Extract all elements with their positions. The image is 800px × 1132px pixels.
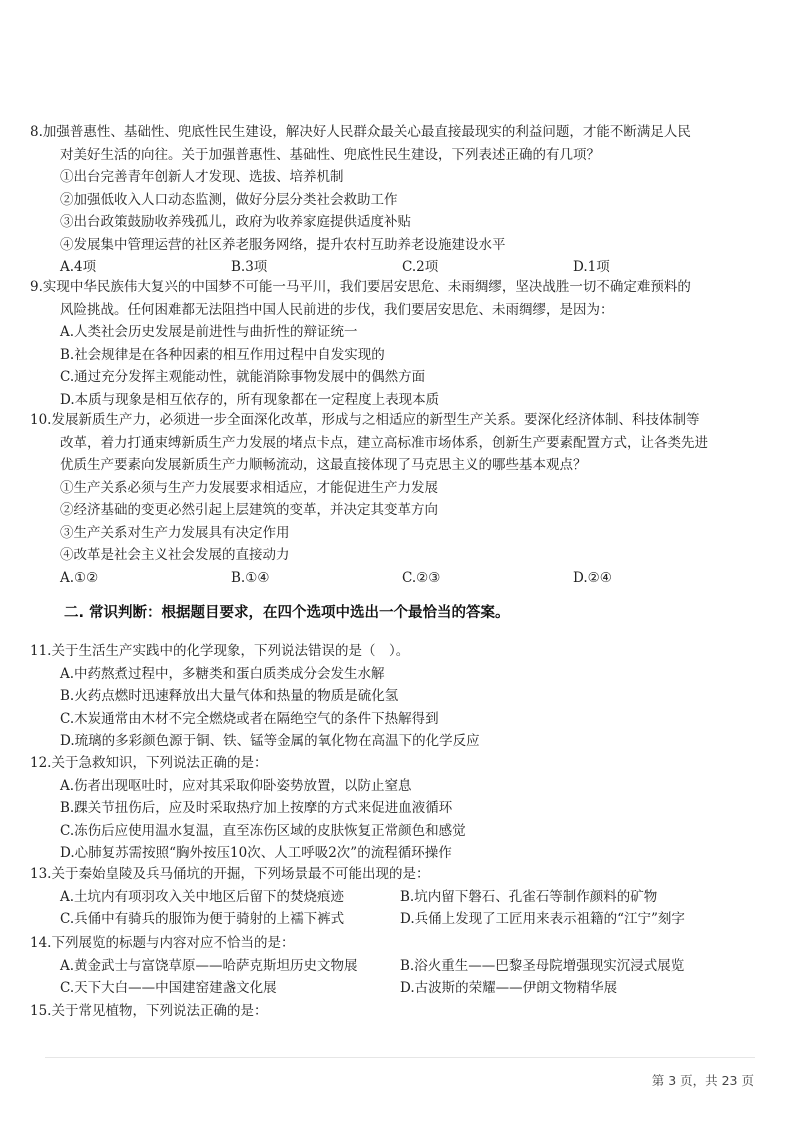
question-15-stem: 15.关于常见植物，下列说法正确的是： [30,1003,268,1019]
question-10-stem-line-1: 10.发展新质生产力，必须进一步全面深化改革，形成与之相适应的新型生产关系。要深化经济体制、科技体制等 [30,412,700,428]
question-11-stem: 11.关于生活生产实践中的化学现象，下列说法错误的是（ ）。 [30,643,410,659]
question-8-item-1: ①出台完善青年创新人才发现、选拔、培养机制 [60,169,344,185]
question-8 [30,121,770,279]
question-14-option-b: B.浴火重生——巴黎圣母院增强现实沉浸式展览 [400,957,685,974]
question-9-stem-line-2: 风险挑战。任何困难都无法阻挡中国人民前进的步伐，我们要居安思危、未雨绸缪，是因为： [60,301,614,318]
question-11-option-a: A.中药熬煮过程中，多糖类和蛋白质类成分会发生水解 [60,665,385,682]
question-13-option-d: D.兵俑上发现了工匠用来表示祖籍的“江宁”刻字 [400,911,685,927]
question-11 [30,640,770,753]
question-12-option-a: A.伤者出现呕吐时，应对其采取仰卧姿势放置，以防止窒息 [60,777,412,794]
question-15 [30,1000,770,1023]
question-10-item-4: ④改革是社会主义社会发展的直接动力 [60,547,290,563]
question-11-option-d: D.琉璃的多彩颜色源于铜、铁、锰等金属的氧化物在高温下的化学反应 [60,733,480,749]
question-13-option-c: C.兵俑中有骑兵的服饰为便于骑射的上襦下裤式 [60,911,345,927]
question-13 [30,863,770,931]
question-10-item-2: ②经济基础的变更必然引起上层建筑的变革，并决定其变革方向 [60,502,438,518]
question-12-option-d: D.心肺复苏需按照“胸外按压10次、人工呼吸2次”的流程循环操作 [60,845,452,861]
question-10-option-a: A.①② [60,569,99,586]
question-9-option-c: C.通过充分发挥主观能动性，就能消除事物发展中的偶然方面 [60,369,426,385]
question-8-option-a: A.4项 [60,259,97,275]
question-12-option-c: C.冻伤后应使用温水复温，直至冻伤区域的皮肤恢复正常颜色和感觉 [60,822,466,839]
question-10-item-3: ③生产关系对生产力发展具有决定作用 [60,524,290,541]
question-8-option-b: B.3项 [231,259,268,275]
question-8-option-c: C.2项 [402,259,439,275]
question-10-options [30,567,770,590]
question-13-options-row-1 [30,886,770,909]
question-10-item-1: ①生产关系必须与生产力发展要求相适应，才能促进生产力发展 [60,479,438,496]
question-10-stem-line-2: 改革，着力打通束缚新质生产力发展的堵点卡点，建立高标准市场体系，创新生产要素配置方式，让各类先进 [60,434,708,451]
question-14-option-d: D.古波斯的荣耀——伊朗文物精华展 [400,980,618,996]
question-13-option-b: B.坑内留下磐石、孔雀石等制作颜料的矿物 [400,888,658,905]
question-12 [30,752,770,865]
question-14-option-a: A.黄金武士与富饶草原——哈萨克斯坦历史文物展 [60,957,358,974]
question-9-option-b: B.社会规律是在各种因素的相互作用过程中自发实现的 [60,346,385,363]
question-9 [30,276,770,411]
question-12-option-b: B.踝关节扭伤后，应及时采取热疗加上按摩的方式来促进血液循环 [60,800,453,816]
question-10-option-b: B.①④ [231,569,270,586]
question-9-stem-line-1: 9.实现中华民族伟大复兴的中国梦不可能一马平川，我们要居安思危、未雨绸缪，坚决战胜一切不确定难预料的 [30,279,691,295]
question-8-item-4: ④发展集中管理运营的社区养老服务网络，提升农村互助养老设施建设水平 [60,236,506,253]
question-13-option-a: A.土坑内有项羽攻入关中地区后留下的焚烧痕迹 [60,888,345,905]
question-13-stem: 13.关于秦始皇陵及兵马俑坑的开掘，下列场景最不可能出现的是： [30,866,430,882]
footer-divider [45,1057,755,1058]
question-8-stem-line-2: 对美好生活的向往。关于加强普惠性、基础性、兜底性民生建设，下列表述正确的有几项？ [60,146,600,163]
question-10-option-d: D.②④ [573,569,612,586]
section-heading: 二. 常识判断：根据题目要求，在四个选项中选出一个最恰当的答案。 [64,605,510,621]
question-8-option-d: D.1项 [573,259,610,275]
question-14 [30,932,770,1000]
question-9-option-a: A.人类社会历史发展是前进性与曲折性的辩证统一 [60,324,358,340]
question-12-stem: 12.关于急救知识，下列说法正确的是： [30,755,268,771]
question-8-stem-line-1: 8.加强普惠性、基础性、兜底性民生建设，解决好人民群众最关心最直接最现实的利益问题，才能不断满足人民 [30,124,691,140]
question-13-options-row-2 [30,908,770,931]
question-14-options-row-2 [30,977,770,1000]
page-number: 第 3 页，共 23 页 [651,1073,754,1088]
question-11-option-c: C.木炭通常由木材不完全燃烧或者在隔绝空气的条件下热解得到 [60,710,439,727]
question-14-option-c: C.天下大白——中国建窑建盏文化展 [60,980,277,996]
question-8-item-3: ③出台政策鼓励收养残孤儿，政府为收养家庭提供适度补贴 [60,214,411,230]
question-10-stem-line-3: 优质生产要素向发展新质生产力顺畅流动，这最直接体现了马克思主义的哪些基本观点？ [60,457,587,473]
question-11-option-b: B.火药点燃时迅速释放出大量气体和热量的物质是硫化氢 [60,688,399,704]
question-10 [30,409,770,589]
question-14-stem: 14.下列展览的标题与内容对应不恰当的是： [30,935,295,951]
question-9-option-d: D.本质与现象是相互依存的，所有现象都在一定程度上表现本质 [60,391,440,408]
question-10-option-c: C.②③ [402,569,441,586]
question-14-options-row-1 [30,955,770,978]
question-8-item-2: ②加强低收入人口动态监测，做好分层分类社会救助工作 [60,191,398,208]
